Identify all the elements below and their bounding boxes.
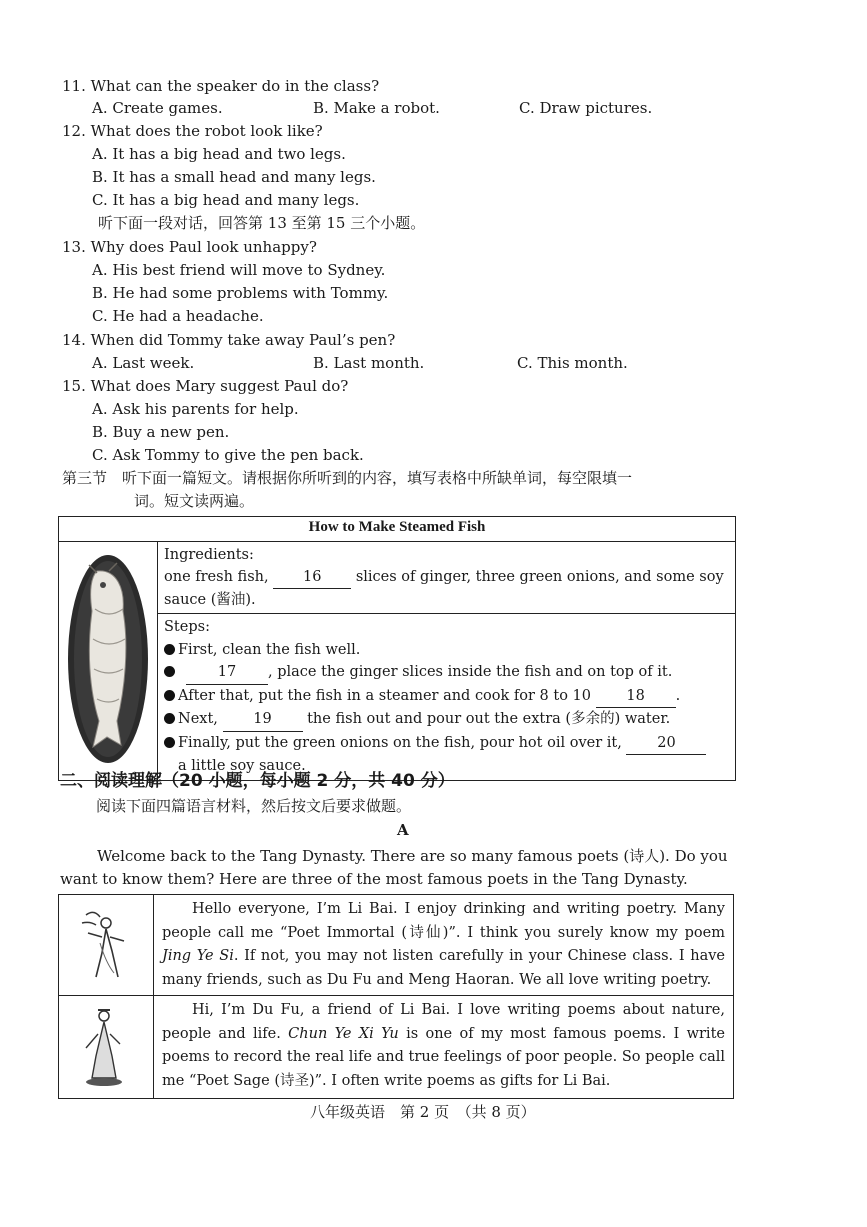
ingredients-line-2: sauce (酱油).	[164, 592, 256, 608]
bullet-icon	[164, 644, 175, 655]
du-fu-figure-icon	[66, 1000, 146, 1090]
part-2-instruction: 阅读下面四篇语言材料，然后按文后要求做题。	[96, 797, 412, 815]
bullet-icon	[164, 666, 175, 677]
blank-17[interactable]: 17	[186, 661, 268, 685]
q12-option-b: B. It has a small head and many legs.	[92, 168, 376, 186]
question-14: 14. When did Tommy take away Paul’s pen?	[62, 331, 396, 349]
intro-line-2: want to know them? Here are three of the most famous poets in the Tang Dynasty.	[60, 870, 688, 888]
section-a-label: A	[397, 821, 409, 839]
q11-option-b: B. Make a robot.	[313, 99, 440, 117]
page-footer: 八年级英语 第 2 页 （共 8 页）	[310, 1103, 536, 1121]
instruction-13-15: 听下面一段对话，回答第 13 至第 15 三个小题。	[98, 214, 426, 232]
steps-cell	[158, 614, 736, 781]
q12-option-a: A. It has a big head and two legs.	[92, 145, 346, 163]
blank-19[interactable]: 19	[223, 708, 303, 732]
q14-option-a: A. Last week.	[92, 354, 195, 372]
poem-jing-ye-si: Jing Ye Si	[162, 948, 234, 964]
poets-table	[58, 894, 734, 1099]
du-fu-image-cell	[59, 996, 154, 1099]
question-12: 12. What does the robot look like?	[62, 122, 323, 140]
fish-image-cell	[59, 542, 158, 781]
blank-18[interactable]: 18	[596, 685, 676, 709]
du-fu-text-2: is one of my most famous poems. I write poems to record the real life and true feelings of poor people. So people call me “Poet Sage (诗圣)”. I often write poems as gifts for Li Bai.	[162, 1025, 725, 1089]
q15-option-c: C. Ask Tommy to give the pen back.	[92, 446, 364, 464]
bullet-icon	[164, 737, 175, 748]
part-2-heading: 二、阅读理解（20 小题，每小题 2 分，共 40 分）	[60, 771, 455, 791]
blank-20[interactable]: 20	[626, 732, 706, 756]
step-5-cont: a little soy sauce.	[178, 758, 306, 774]
bullet-icon	[164, 690, 175, 701]
step-4: Next, 19 the fish out and pour out the extra (多余的) water.	[164, 708, 729, 732]
li-bai-cell	[154, 895, 734, 996]
li-bai-figure-icon	[66, 903, 146, 983]
step-2: 17 , place the ginger slices inside the fish and on top of it.	[164, 661, 729, 685]
section-3-instruction-cont: 词。短文读两遍。	[134, 492, 255, 510]
li-bai-image-cell	[59, 895, 154, 996]
li-bai-text-2: . If not, you may not listen carefully in your Chinese class. I have many friends, such as Du Fu and Meng Haoran. We all love writing poetry.	[162, 948, 725, 988]
q12-option-c: C. It has a big head and many legs.	[92, 191, 360, 209]
li-bai-text-1: Hello everyone, I’m Li Bai. I enjoy drinking and writing poetry. Many people call me “Poet Immortal (诗仙)”. I think you surely know my poem	[162, 901, 725, 941]
du-fu-cell	[154, 996, 734, 1099]
du-fu-text-1: Hi, I’m Du Fu, a friend of Li Bai. I love writing poems about nature, people and life.	[162, 1002, 725, 1042]
ingredients-label: Ingredients:	[164, 547, 254, 563]
q11-option-c: C. Draw pictures.	[519, 99, 653, 117]
q11-option-a: A. Create games.	[92, 99, 223, 117]
section-3-instruction: 第三节 听下面一篇短文。请根据你所听到的内容，填写表格中所缺单词，每空限填一	[62, 469, 633, 487]
blank-16[interactable]: 16	[273, 566, 351, 589]
q13-option-b: B. He had some problems with Tommy.	[92, 284, 389, 302]
fish-icon	[59, 549, 157, 769]
q13-option-c: C. He had a headache.	[92, 307, 264, 325]
q13-option-a: A. His best friend will move to Sydney.	[92, 261, 386, 279]
q15-option-a: A. Ask his parents for help.	[92, 400, 299, 418]
intro-line-1: Welcome back to the Tang Dynasty. There are so many famous poets (诗人). Do you	[97, 847, 728, 865]
steps-label: Steps:	[164, 619, 210, 635]
step-3: After that, put the fish in a steamer and cook for 8 to 10 18 .	[164, 685, 729, 709]
ingredients-cell	[158, 542, 736, 614]
question-13: 13. Why does Paul look unhappy?	[62, 238, 317, 256]
question-15: 15. What does Mary suggest Paul do?	[62, 377, 349, 395]
question-11: 11. What can the speaker do in the class?	[62, 77, 380, 95]
steamed-fish-table	[58, 516, 736, 781]
table-title: How to Make Steamed Fish	[59, 517, 736, 542]
q14-option-b: B. Last month.	[313, 354, 425, 372]
ingredients-line: one fresh fish, 16 slices of ginger, three green onions, and some soy	[164, 566, 729, 589]
step-5: Finally, put the green onions on the fish, pour hot oil over it, 20	[164, 732, 729, 756]
poem-chun-ye-xi-yu: Chun Ye Xi Yu	[288, 1025, 399, 1042]
step-1: First, clean the fish well.	[164, 639, 729, 662]
bullet-icon	[164, 713, 175, 724]
q15-option-b: B. Buy a new pen.	[92, 423, 230, 441]
q14-option-c: C. This month.	[517, 354, 628, 372]
